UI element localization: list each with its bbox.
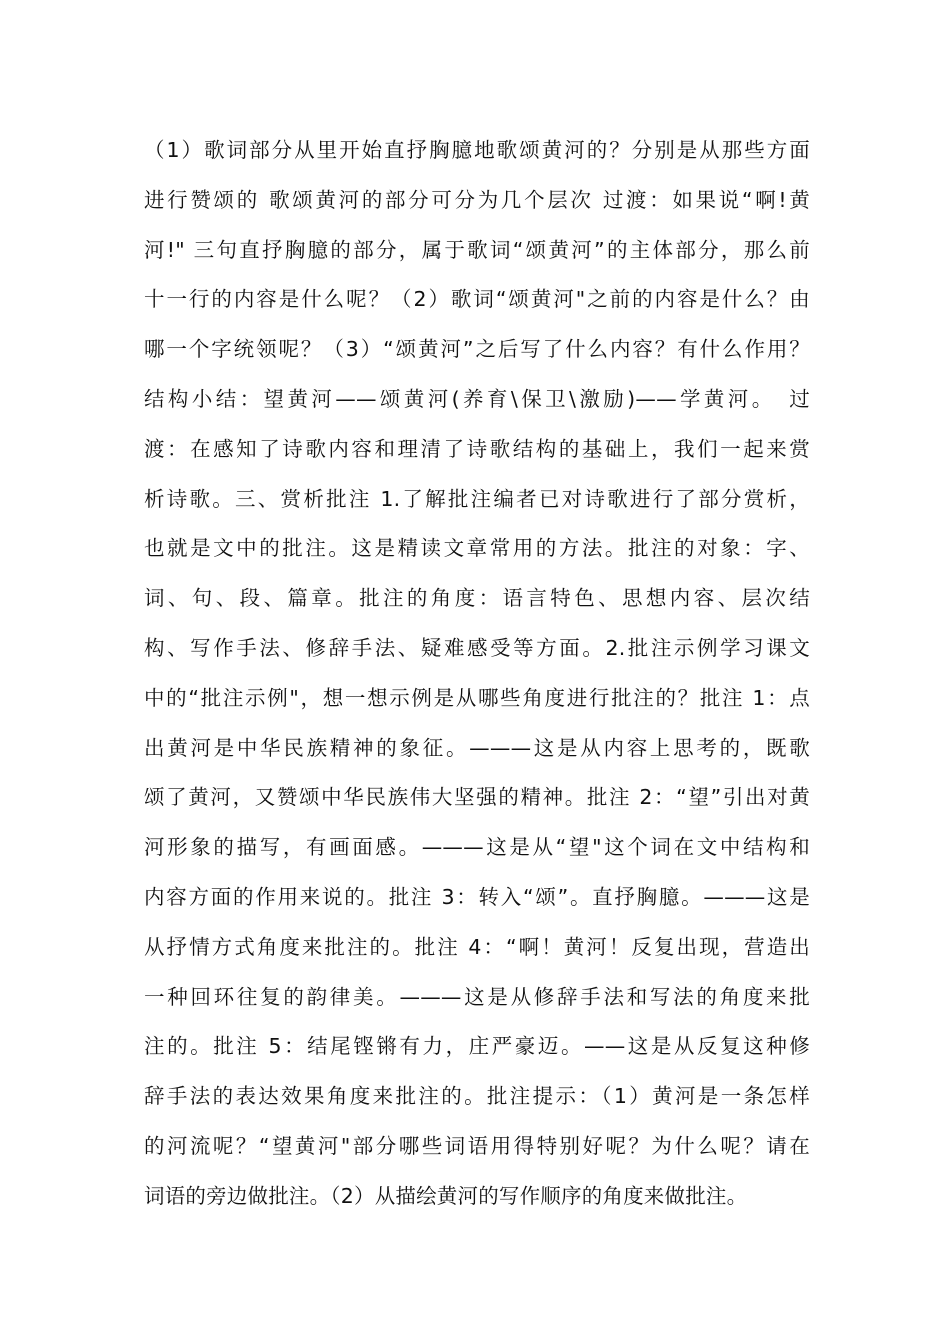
- text-line: 词语的旁边做批注。（2）从描绘黄河的写作顺序的角度来做批注。: [144, 1183, 748, 1208]
- text-line: 中的“批注示例"，想一想示例是从哪些角度进行批注的？批注 1：点: [144, 685, 810, 710]
- text-line: 的河流呢？“望黄河"部分哪些词语用得特别好呢？为什么呢？请在: [144, 1133, 810, 1158]
- text-line: 十一行的内容是什么呢？（2）歌词“颂黄河"之前的内容是什么？由: [144, 287, 810, 312]
- text-line: 河!" 三句直抒胸臆的部分，属于歌词“颂黄河”的主体部分，那么前: [144, 237, 810, 262]
- text-line: （1）歌词部分从里开始直抒胸臆地歌颂黄河的？分别是从那些方面: [144, 138, 810, 162]
- text-line: 哪一个字统领呢？（3）“颂黄河”之后写了什么内容？有什么作用？: [144, 337, 810, 362]
- body-text: [144, 126, 810, 1222]
- text-line: 出黄河是中华民族精神的象征。———这是从内容上思考的，既歌: [144, 735, 810, 760]
- text-line: 一种回环往复的韵律美。———这是从修辞手法和写法的角度来批: [144, 984, 810, 1009]
- text-line: 注的。批注 5：结尾铿锵有力，庄严豪迈。——这是从反复这种修: [144, 1034, 810, 1059]
- text-line: 颂了黄河，又赞颂中华民族伟大坚强的精神。批注 2：“望”引出对黄: [144, 785, 810, 810]
- text-line: 词、句、段、篇章。批注的角度：语言特色、思想内容、层次结: [144, 586, 810, 611]
- text-line: 也就是文中的批注。这是精读文章常用的方法。批注的对象：字、: [144, 536, 810, 561]
- text-line: 内容方面的作用来说的。批注 3：转入“颂”。直抒胸臆。———这是: [144, 884, 810, 909]
- text-line: 从抒情方式角度来批注的。批注 4：“啊！黄河！反复出现，营造出: [144, 934, 810, 959]
- text-line: 渡：在感知了诗歌内容和理清了诗歌结构的基础上，我们一起来赏: [144, 436, 810, 461]
- text-line: 进行赞颂的 歌颂黄河的部分可分为几个层次 过渡：如果说“啊!黄: [144, 187, 810, 212]
- text-line: 河形象的描写，有画面感。———这是从“望"这个词在文中结构和: [144, 835, 810, 860]
- text-line: 辞手法的表达效果角度来批注的。批注提示：（1）黄河是一条怎样: [144, 1084, 810, 1109]
- text-line: 结构小结：望黄河——颂黄河(养育\保卫\激励)——学黄河。 过: [144, 386, 810, 411]
- text-line: 构、写作手法、修辞手法、疑难感受等方面。2.批注示例学习课文: [144, 635, 810, 660]
- text-line: 析诗歌。三、赏析批注 1.了解批注编者已对诗歌进行了部分赏析，: [144, 486, 810, 511]
